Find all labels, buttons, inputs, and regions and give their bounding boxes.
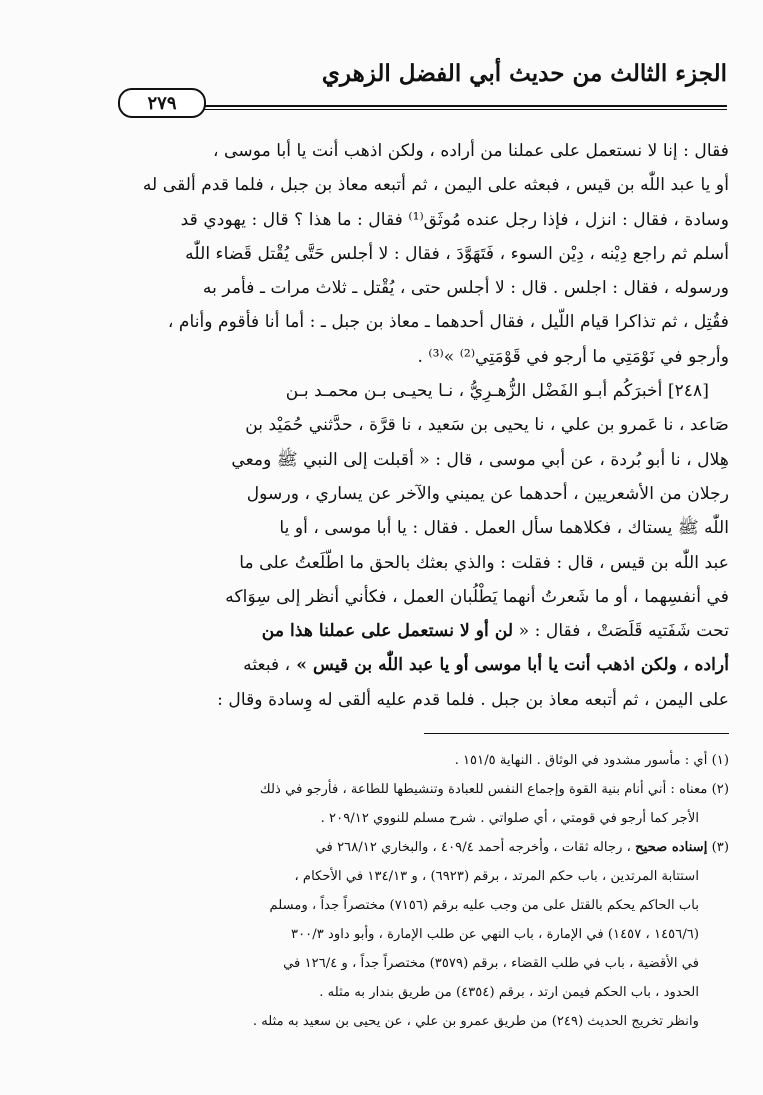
footnote-3-cont: باب الحاكم يحكم بالقتل على من وجب عليه برقم (٧١٥٦) مختصراً جداً ، ومسلم <box>269 898 699 913</box>
header-rule <box>170 105 727 107</box>
header-rule-thin <box>170 109 727 110</box>
running-title: الجزء الثالث من حديث أبي الفضل الزهري <box>321 60 727 87</box>
text-line: هِلال ، نا أبو بُردة ، عن أبي موسى ، قال : « أقبلت إلى النبي ﷺ ومعي <box>231 449 729 470</box>
text-line: وسادة ، فقال : انزل ، فإذا رجل عنده مُوثَق⁽¹⁾ فقال : ما هذا ؟ قال : يهودي قد <box>180 209 729 230</box>
footnote-separator <box>424 733 729 734</box>
footnotes <box>130 746 729 1036</box>
footnote-3-bold: إسناده صحيح <box>635 840 708 855</box>
page-number: ٢٧٩ <box>147 92 177 114</box>
footnote-3 <box>130 833 729 862</box>
text-line: أسلم ثم راجع دِيْنه ، دِيْن السوء ، فَتَهَوَّدَ ، فقال : لا أجلس حَتَّى يُقْتل قَضاء اللّٰه <box>185 243 729 264</box>
page-number-badge <box>118 88 206 118</box>
hadith-number-line: [٢٤٨] أخبرَكُم أبـو الفَضْل الزُّهـرِيُّ ، نـا يحيـى بـن محمـد بـن <box>285 381 709 402</box>
bold-hadith-text: لن أو لا نستعمل على عملنا هذا من <box>261 621 514 642</box>
text-line <box>130 648 729 682</box>
footnote-3-label: (٣) <box>707 840 729 855</box>
text-line: ورسوله ، فقال : اجلس . قال : لا أجلس حتى ، يُقْتل ـ ثلاث مرات ـ فأمر به <box>202 278 729 299</box>
text-line: فقال : إنا لا نستعمل على عملنا من أراده ، ولكن اذهب أنت يا أبا موسى ، <box>212 141 729 161</box>
footnote-3-cont: الحدود ، باب الحكم فيمن ارتد ، برقم (٤٣٥٤) من طريق بندار به مثله . <box>319 985 699 1000</box>
text-segment: تحت شَفَتيه قَلَصَتْ ، فقال : « <box>513 621 729 642</box>
text-line <box>130 614 729 648</box>
footnote-2-cont: الأجر كما أرجو في قومتي ، أي صلواتي . شرح مسلم للنووي ٢٠٩/١٢ . <box>320 811 699 826</box>
text-line: عبد اللّٰه بن قيس ، قال : فقلت : والذي بعثك بالحق ما اطّلَعتُ على ما <box>239 552 729 573</box>
footnote-3-cont: وانظر تخريج الحديث (٢٤٩) من طريق عمرو بن علي ، عن يحيى بن سعيد به مثله . <box>252 1014 699 1029</box>
text-line: صَاعد ، نا عَمرو بن علي ، نا يحيى بن سَعيد ، نا قرَّة ، حدَّثني حُمَيْد بن <box>245 415 729 436</box>
text-segment: ، فبعثه <box>243 655 291 676</box>
text-line: فقُتِل ، ثم تذاكرا قيام اللّيل ، فقال أحدهما ـ معاذ بن جبل ـ : أما أنا فأقوم وأنام ، <box>167 312 729 333</box>
main-text <box>130 134 729 717</box>
footnote-3-text: ، رجاله ثقات ، وأخرجه أحمد ٤٠٩/٤ ، والبخاري ٢٦٨/١٢ في <box>315 840 636 855</box>
footnote-1: (١) أي : مأسور مشدود في الوثاق . النهاية ١٥١/٥ . <box>454 753 729 768</box>
text-line: على اليمن ، ثم أتبعه معاذ بن جبل . فلما قدم عليه ألقى له وِسادة وقال : <box>217 689 729 710</box>
footnote-3-cont: في الأقضية ، باب في طلب القضاء ، برقم (٣٥٧٩) مختصراً جداً ، و ١٢٦/٤ في <box>283 956 699 971</box>
footnote-3-cont: (١٤٥٦/٦ ، ١٤٥٧) في الإمارة ، باب النهي عن طلب الإمارة ، وأبو داود ٣٠٠/٣ <box>291 927 699 942</box>
page-header <box>118 60 727 106</box>
text-line: رجلان من الأشعريين ، أحدهما عن يميني والآخر عن يساري ، ورسول <box>246 483 729 504</box>
text-line: في أنفسِهما ، أو ما شَعرتُ أنهما يَطْلُبان العمل ، فكأني أنظر إلى سِوَاكه <box>225 586 729 607</box>
bold-hadith-text: أراده ، ولكن اذهب أنت يا أبا موسى أو يا عبد اللّٰه بن قيس » <box>290 655 729 676</box>
text-line: وأرجو في نَوْمَتِي ما أرجو في قَوْمَتِي⁽²⁾ »⁽³⁾ . <box>417 346 729 367</box>
text-line: اللّٰه ﷺ يستاك ، فكلاهما سأل العمل . فقال : يا أبا موسى ، أو يا <box>279 518 729 539</box>
footnote-2: (٢) معناه : أني أنام بنية القوة وإجماع النفس للعبادة وتنشيطها للطاعة ، فأرجو في ذلك <box>259 782 729 797</box>
footnote-3-cont: استتابة المرتدين ، باب حكم المرتد ، برقم (٦٩٢٣) ، و ١٣٤/١٣ في الأحكام ، <box>294 869 699 884</box>
text-line: أو يا عبد اللّٰه بن قيس ، فبعثه على اليمن ، ثم أتبعه معاذ بن جبل ، فلما قدم ألقى له <box>142 175 729 196</box>
